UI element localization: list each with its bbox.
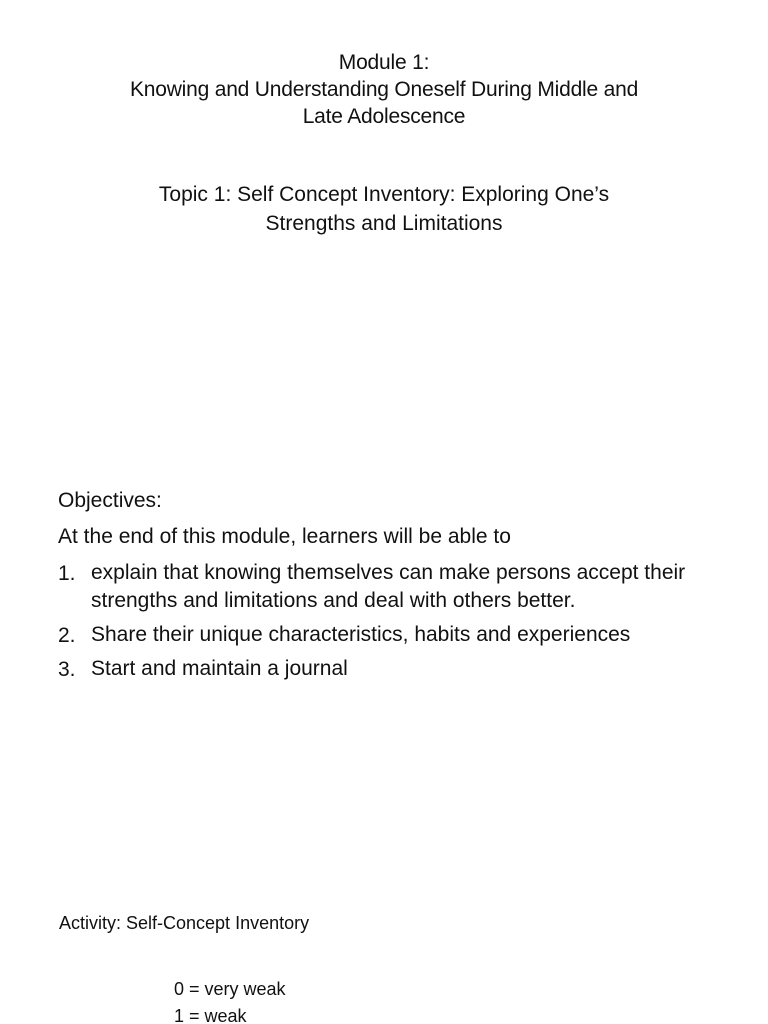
module-title-line: Module 1: xyxy=(338,51,430,74)
objectives-heading: Objectives: xyxy=(58,489,162,512)
objective-item xyxy=(58,559,738,615)
objective-text: Share their unique characteristics, habits and experiences xyxy=(91,623,631,646)
module-title-line: Knowing and Understanding Oneself During Middle and xyxy=(129,78,639,101)
objectives-section xyxy=(58,486,738,689)
objectives-intro: At the end of this module, learners will be able to xyxy=(58,525,511,548)
objective-text: Start and maintain a journal xyxy=(91,657,348,680)
module-title-line: Late Adolescence xyxy=(302,105,466,128)
objective-number: 1. xyxy=(58,562,76,585)
topic-heading-line: Strengths and Limitations xyxy=(265,212,503,235)
objective-item xyxy=(58,621,738,649)
objective-text: explain that knowing themselves can make persons accept their strengths and limitations and deal with others better. xyxy=(91,561,686,612)
topic-heading-line: Topic 1: Self Concept Inventory: Exploring One’s xyxy=(158,183,610,206)
activity-label: Activity: Self-Concept Inventory xyxy=(59,913,310,933)
scale-item: 1 = weak xyxy=(174,1006,247,1024)
objective-number: 3. xyxy=(58,658,76,681)
objective-number: 2. xyxy=(58,624,76,647)
rating-scale xyxy=(174,976,286,1024)
topic-heading xyxy=(0,180,768,238)
module-title xyxy=(0,49,768,130)
objectives-list xyxy=(58,559,738,683)
scale-item: 0 = very weak xyxy=(174,979,286,999)
objective-item xyxy=(58,655,738,683)
